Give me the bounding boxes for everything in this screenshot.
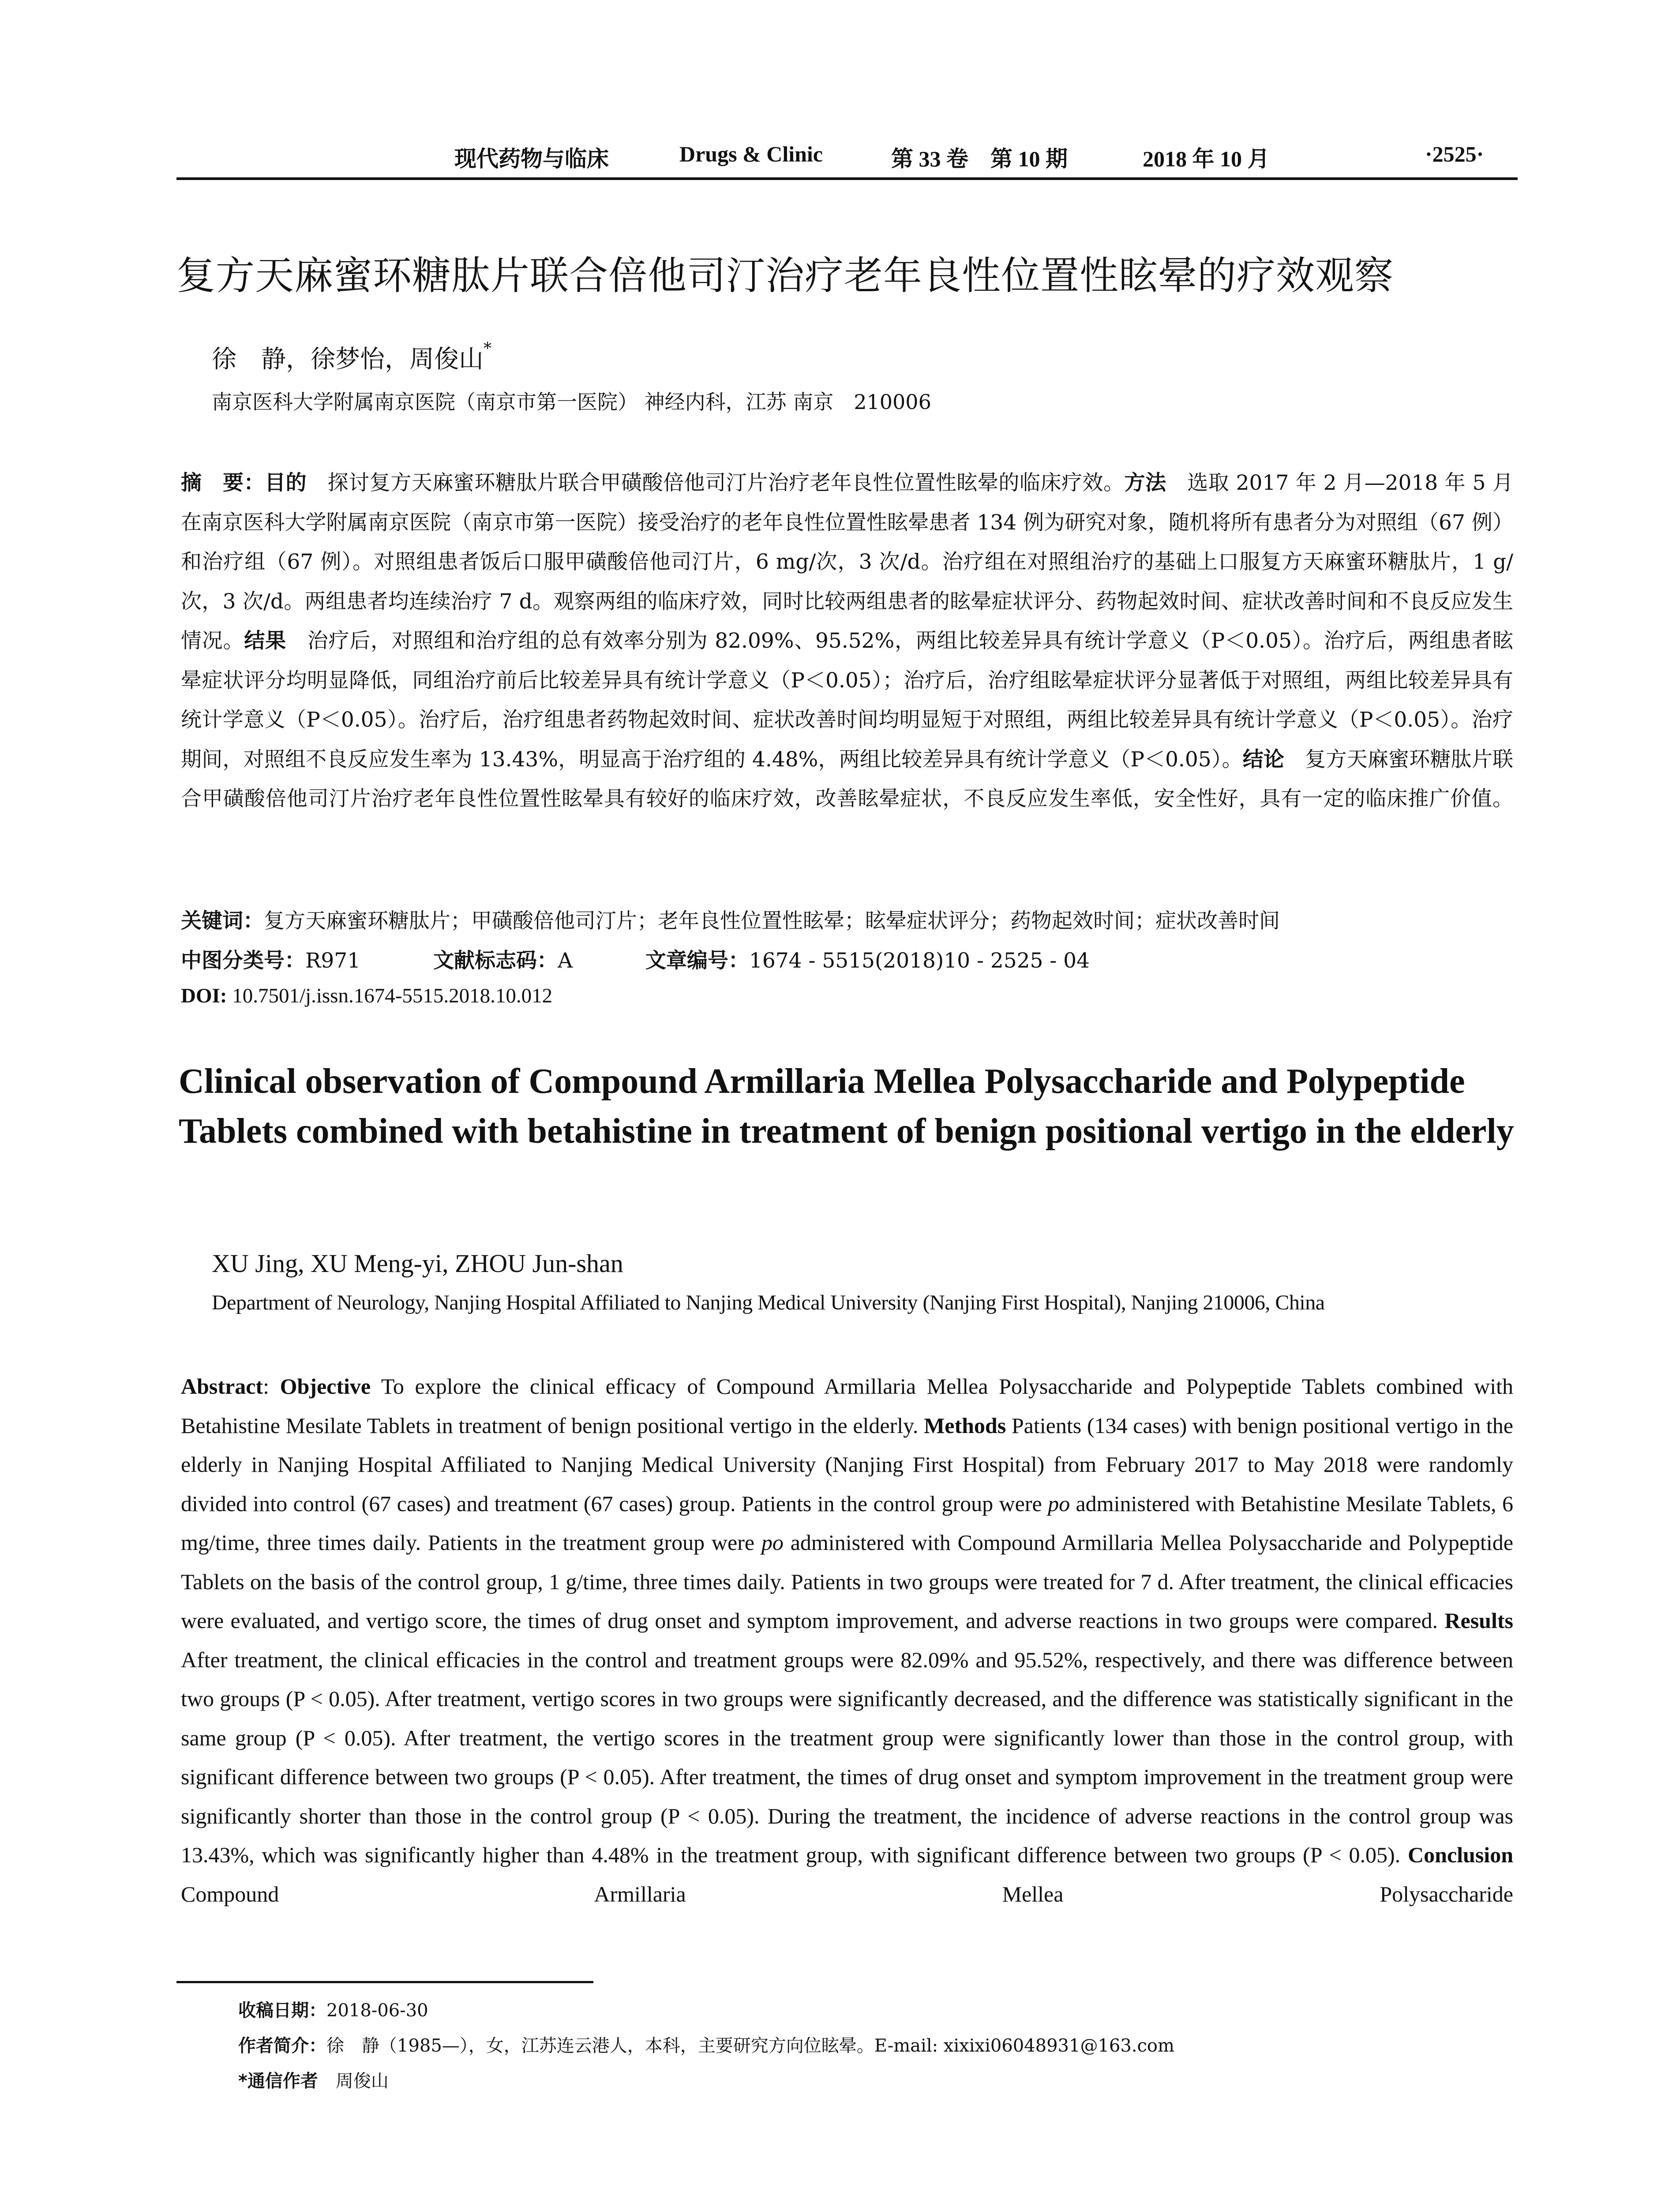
classification-line <box>181 944 1090 974</box>
article-no-value: 1674 - 5515(2018)10 - 2525 - 04 <box>749 949 1090 973</box>
author-bio-label: 作者简介： <box>238 2036 326 2056</box>
doi-value: 10.7501/j.issn.1674-5515.2018.10.012 <box>227 984 553 1007</box>
received-date: 2018-06-30 <box>326 2000 428 2021</box>
journal-name-en: Drugs & Clinic <box>679 142 823 166</box>
affiliation-cn: 南京医科大学附属南京医院（南京市第一医院） 神经内科，江苏 南京 210006 <box>212 390 931 414</box>
abstract-en <box>181 1367 1513 1913</box>
keywords-cn-label: 关键词： <box>181 909 264 933</box>
methods-en-part3: administered with Compound Armillaria Mellea Polysaccharide and Polypeptide Tablets on the basis of the control group, 1 g/time, three times daily. Patients in two groups were treated for 7 d. After treatment, the clinical efficacies were evaluated, and vertigo score, the times of drug onset and symptom improvement, and adverse reactions in two groups were compared. <box>181 1530 1513 1633</box>
objective-en-label: Objective <box>280 1374 371 1399</box>
abstract-en-colon: : <box>263 1374 280 1399</box>
keywords-cn-text: 复方天麻蜜环糖肽片；甲磺酸倍他司汀片；老年良性位置性眩晕；眩晕症状评分；药物起效时间；症状改善时间 <box>264 909 1280 933</box>
received-label: 收稿日期： <box>238 2000 326 2021</box>
abstract-en-label: Abstract <box>181 1374 263 1399</box>
keywords-cn <box>181 904 1280 934</box>
affiliation-en: Department of Neurology, Nanjing Hospital Affiliated to Nanjing Medical University (Nanjing First Hospital), Nanjing 210006, China <box>212 1291 1325 1314</box>
results-cn: 治疗后，对照组和治疗组的总有效率分别为 82.09%、95.52%，两组比较差异具有统计学意义（P＜0.05）。治疗后，两组患者眩晕症状评分均明显降低，同组治疗前后比较差异具有统计学意义（P＜0.05）；治疗后，治疗组眩晕症状评分显著低于对照组，两组比较差异具有统计学意义（P＜0.05）。治疗后，治疗组患者药物起效时间、症状改善时间均明显短于对照组，两组比较差异具有统计学意义（P＜0.05）。治疗期间，对照组不良反应发生率为 13.43%，明显高于治疗组的 4.48%，两组比较差异具有统计学意义（P＜0.05）。 <box>181 629 1513 772</box>
clc-label: 中图分类号： <box>181 949 305 973</box>
conclusion-en-label: Conclusion <box>1408 1842 1513 1867</box>
objective-cn: 探讨复方天麻蜜环糖肽片联合甲磺酸倍他司汀片治疗老年良性位置性眩晕的临床疗效。 <box>307 471 1125 495</box>
corresponding-label: *通信作者 <box>238 2071 318 2091</box>
conclusion-cn-label: 结论 <box>1242 747 1285 772</box>
header-rule <box>176 177 1518 180</box>
conclusion-cn: 复方天麻蜜环糖肽片联合甲磺酸倍他司汀片治疗老年良性位置性眩晕具有较好的临床疗效，改善眩晕症状，不良反应发生率低，安全性好，具有一定的临床推广价值。 <box>181 747 1514 811</box>
objective-en: To explore the clinical efficacy of Compound Armillaria Mellea Polysaccharide and Polypeptide Tablets combined with Betahistine Mesilate Tablets in treatment of benign positional vertigo in the elderly. <box>181 1374 1513 1438</box>
page-number: ·2525· <box>1425 142 1484 166</box>
running-header <box>176 141 1518 176</box>
results-en: After treatment, the clinical efficacies in the control and treatment groups were 82.09% and 95.52%, respectively, and there was difference between two groups (P < 0.05). After treatment, vertigo scores in two groups were significantly decreased, and the difference was statistically significant in the same group (P < 0.05). After treatment, the vertigo scores in the treatment group were significantly lower than those in the control group, with significant difference between two groups (P < 0.05). After treatment, the times of drug onset and symptom improvement in the treatment group were significantly shorter than those in the control group (P < 0.05). During the treatment, the incidence of adverse reactions in the control group was 13.43%, which was significantly higher than 4.48% in the treatment group, with significant difference between two groups (P < 0.05). <box>181 1647 1513 1867</box>
footnote-corresponding <box>238 2067 389 2092</box>
results-en-label: Results <box>1444 1608 1513 1633</box>
abstract-cn <box>181 463 1513 819</box>
authors-cn-text: 徐 静，徐梦怡，周俊山 <box>212 345 484 374</box>
authors-cn <box>212 340 491 375</box>
doi-line <box>181 984 552 1008</box>
abstract-cn-label: 摘 要： <box>181 471 265 495</box>
conclusion-en: Compound Armillaria Mellea Polysaccharide <box>181 1881 1513 1906</box>
results-cn-label: 结果 <box>244 629 286 653</box>
methods-cn-label: 方法 <box>1124 471 1166 495</box>
title-en: Clinical observation of Compound Armillaria Mellea Polysaccharide and Polypeptide Tablets combined with betahistine in treatment of benign positional vertigo in the elderly <box>179 1062 1514 1151</box>
footnote-rule <box>176 1981 593 1983</box>
objective-cn-label: 目的 <box>265 471 307 495</box>
doc-code-label: 文献标志码： <box>433 949 558 973</box>
corresponding-mark: * <box>484 340 491 358</box>
article-no-label: 文章编号： <box>645 949 749 973</box>
methods-en-label: Methods <box>924 1413 1006 1438</box>
po-abbrev: po <box>1048 1491 1070 1516</box>
po-abbrev: po <box>761 1530 784 1555</box>
methods-en-part2: administered with Betahistine Mesilate Tablets, 6 mg/time, three times daily. Patients in the treatment group were <box>181 1491 1513 1555</box>
issue-date: 2018 年 10 月 <box>1143 146 1270 171</box>
doi-label: DOI: <box>181 984 227 1007</box>
methods-cn: 选取 2017 年 2 月—2018 年 5 月在南京医科大学附属南京医院（南京市第一医院）接受治疗的老年良性位置性眩晕患者 134 例为研究对象，随机将所有患者分为对照组（67 例）和治疗组（67 例）。对照组患者饭后口服甲磺酸倍他司汀片，6 mg/次，3 次/d。治疗组在对照组治疗的基础上口服复方天麻蜜环糖肽片，1 g/次，3 次/d。两组患者均连续治疗 7 d。观察两组的临床疗效，同时比较两组患者的眩晕症状评分、药物起效时间、症状改善时间和不良反应发生情况。 <box>181 471 1514 653</box>
title-cn: 复方天麻蜜环糖肽片联合倍他司汀治疗老年良性位置性眩晕的疗效观察 <box>176 253 1394 298</box>
author-bio: 徐 静（1985—），女，江苏连云港人，本科，主要研究方向位眩晕。E-mail: xixixi06048931@163.com <box>326 2036 1174 2056</box>
footnote-received <box>238 1996 428 2022</box>
clc-value: R971 <box>305 949 361 973</box>
corresponding-author: 周俊山 <box>318 2071 389 2091</box>
methods-en-part1: Patients (134 cases) with benign positional vertigo in the elderly in Nanjing Hospital Affiliated to Nanjing Medical University (Nanjing First Hospital) from February 2017 to May 2018 were randomly divided into control (67 cases) and treatment (67 cases) group. Patients in the control group were <box>181 1413 1514 1516</box>
authors-en: XU Jing, XU Meng-yi, ZHOU Jun-shan <box>212 1249 623 1278</box>
footnote-author <box>238 2032 1174 2057</box>
journal-name-cn: 现代药物与临床 <box>454 146 609 171</box>
volume-issue: 第 33 卷 第 10 期 <box>891 146 1068 171</box>
doc-code-value: A <box>558 949 573 973</box>
